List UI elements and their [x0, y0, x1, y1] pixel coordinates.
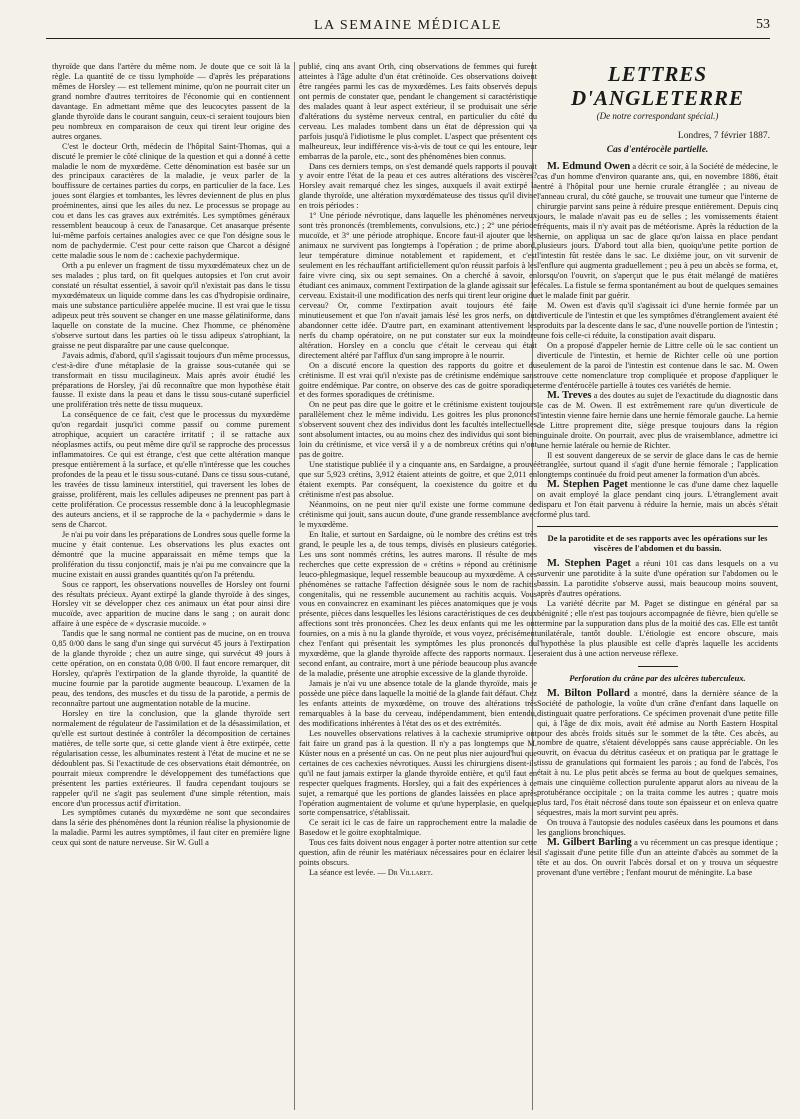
speaker-name: M. Stephen Paget: [547, 558, 631, 570]
column-1: [52, 62, 290, 848]
correspondent-note: (De notre correspondant spécial.): [596, 111, 719, 121]
paragraph-text: a vu récemment un cas presque identique ; il s'agissait d'une petite fille d'un an atteinte d'abcès au sommet de la tête et au dos. On ouvrit l'abcès dorsal et on y trouva un séquestre provenant d'une vertèbre ; l'enfant mourut de méningite. La base: [537, 838, 778, 877]
column-3: [537, 62, 778, 878]
paragraph: Tous ces faits doivent nous engager à porter notre attention sur cette question, afin de réunir les matériaux nécessaires pour en éclairer les points obscurs.: [299, 838, 537, 868]
paragraph: Ce serait ici le cas de faire un rapprochement entre la maladie de Basedow et le goitre exophtalmique.: [299, 818, 537, 838]
paragraph: Tandis que le sang normal ne contient pas de mucine, on en trouva 0,85 0/00 dans le sang d'un singe qui survécut 45 jours à l'extirpation de la glande thyroïde ; chez un autre singe, qui survécut 49 jours à cette opération, on en constata 0,08 0/00. Il faut encore remarquer, dit Horsley, qu'après l'extirpation de la glande thyroïde, la quantité de mucine fournie par la parotide augmente beaucoup. L'examen de la peau, des tendons, des muscles et du tissu de la parotide, a permis de reconnaître partout une augmentation notable de la mucine.: [52, 629, 290, 708]
paragraph: Dans ces derniers temps, on s'est demandé quels rapports il pouvait y avoir entre l'état de la peau et ces autres altérations des viscères? Horsley avait remarqué chez les singes, auxquels il avait extirpé la glande thyroïde, une altération myxœdémateuse des tissus qu'il divise en trois périodes :: [299, 161, 537, 211]
section-title: LETTRES D'ANGLETERRE: [570, 62, 745, 110]
paragraph: Sous ce rapport, les observations nouvelles de Horsley ont fourni des résultats précieux. Ayant extirpé la glande thyroïde à des singes, Horsley vit se développer chez ces animaux un état pour ainsi dire mucoïde, avec apparition de mucine dans le sang ; on aurait donc affaire à une espèce de « dyscrasie mucoïde. »: [52, 579, 290, 629]
paragraph: [537, 391, 778, 451]
paragraph: Je n'ai pu voir dans les préparations de Londres sous quelle forme la mucine y était contenue. Les observations les plus exactes ont démontré que la mucine apparaissait en même temps que la prolifération du tissu conjonctif, mais je n'ai pu me convaincre que la mucine existait en aussi grandes quantités qu'on l'a prétendu.: [52, 529, 290, 579]
paragraph: Jamais je n'ai vu une absence totale de la glande thyroïde, mais je possède une pièce dans laquelle la moitié de la glande fait défaut. Chez les enfants atteints de myxœdème, on trouve des altérations très remarquables à la base du cerveau, indépendamment, bien entendu, des modifications inhérentes à l'état des os et des extrémités.: [299, 679, 537, 728]
article-subheading: Cas d'entérocèle partielle.: [606, 144, 709, 155]
paragraph: Les symptômes cutanés du myxœdème ne sont que secondaires dans la série des phénomènes dont la réunion réalise la physionomie de la maladie. Parmi les autres symptômes, il faut citer en première ligne ceux qui sont de nature nerveuse. Sir W. Gull a: [52, 808, 290, 848]
paragraph-text: a montré, dans la dernière séance de la Société de pathologie, la voûte d'un crâne d'enfant dans laquelle on distinguait quatre perforations. Ce spécimen provenait d'une petite fille qui, à l'âge de dix mois, avait été admise au North Eastern Hospital pour des abcès froids situés sur le sommet de la tête. Ces abcès, au nombre de quatre, s'étaient développés sans cause appréciable. On les ouvrit, on évacua du détritus caséeux et on pratiqua par le grattage le tissu de granulations qui formaient les parois ; au fond de l'abcès, l'os était à nu. Le plus petit abcès se ferma au bout de quelques semaines, mais une cinquième collection purulente apparut alors au niveau de la protubérance occipitale ; on la traita comme les autres ; quatre mois plus tard, l'os était nécrosé dans toute son épaisseur et on enleva quatre séquestres, mais la mort survint peu après.: [537, 688, 778, 818]
closing-text: La séance est levée. —: [309, 868, 386, 878]
paragraph: En Italie, et surtout en Sardaigne, où le nombre des crétins est très grand, le peuple les a, de tous temps, divisés en plusieurs catégories. Les uns sont nommés crétins, les autres marons. Il résulte de mes recherches que cette expression de « crétins » répond au crétinisme leuco-phlegmasique, lequel ressemble beaucoup au myxœdème. A ces phénomènes se rattache l'affection désignée sous le nom de rachitis congenitalis, qui ne ressemble aucunement au rachitis acquis. Vous vous en convaincrez en examinant les pièces anatomiques que je vous présente, pièces dans lesquelles les lésions caractéristiques de ces deux affections sont très prononcées. Chez les deux enfants qui me les ont fournies, on a mis à nu la glande thyroïde, et vous voyez, précisément chez l'enfant qui présentait les symptômes les plus prononcés du myxœdème, que la glande thyroïde affecte des rapports normaux. Le second enfant, au contraire, mort à une période beaucoup plus avancée de la maladie, présente une atrophie excessive de la glande thyroïde.: [299, 529, 537, 679]
paragraph: [537, 689, 778, 818]
paragraph: [537, 838, 778, 878]
paragraph: Néanmoins, on ne peut nier qu'il existe une forme commune de crétinisme qui jouit, sans aucun doute, d'une grande ressemblance avec le myxœdème.: [299, 499, 537, 529]
running-header: [46, 8, 770, 39]
paragraph-text: a décrit ce soir, à la Société de médecine, le cas d'un homme d'environ quarante ans, qui, en novembre 1886, était entré à l'hôpital pour une hernie crurale étranglée ; au niveau de l'anneau crural, du côté gauche, se trouvait une tumeur que l'interne de chirurgie parvint sans peine à réduire presque entièrement. Depuis cinq jours, le malade n'avait pas eu de selles ; les vomissements étaient fréquents, mais il n'y avait pas de météorisme. Après la réduction de la hernie, on appliqua un sac de glace qu'on laissa en place pendant plusieurs jours. D'abord tout alla bien, quoiqu'une petite portion de l'intestin fût restée dans le sac. Le dixième jour, on vit survenir de l'enflure qui augmenta graduellement ; peu à peu un abcès se forma, et, lorsqu'on l'ouvrit, on s'aperçut que le pus était mélangé de matières fécales. La fistule se ferma spontanément au bout de quelques semaines et le malade finit par guérir.: [537, 161, 778, 301]
paragraph: Il est souvent dangereux de se servir de glace dans le cas de hernie étranglée, surtout quand il s'agit d'une hernie fémorale ; l'application longtemps continuée du froid peut amener la formation d'un abcès.: [537, 450, 778, 480]
section-rule: [537, 526, 778, 527]
column-divider: [294, 62, 295, 1110]
paragraph: On ne peut pas dire que le goitre et le crétinisme existent toujours parallèlement chez le même individu. Les goitres les plus prononcés s'observent souvent chez des individus dont les facultés intellectuelles sont absolument intactes, ou au moins chez des individus qui sont bien loin du crétinisme, et vice versâ il y a de nombreux crétins qui n'ont pas de goitre.: [299, 400, 537, 460]
paragraph: Horsley en tire la conclusion, que la glande thyroïde sert normalement de régulateur de l'assimilation et de la désassimilation, et qu'elle est surtout destinée à contrôler la décomposition de certaines matières, de telle sorte que, si cette glande vient à être extirpée, cette régularisation cesse, les albuminates restent à l'état de mucine et ne se dédoublent pas. Si l'exactitude de ces observations était démontrée, on pourrait mieux comprendre le développement des tuméfactions que présentent les parties extérieures. Il faudra cependant toujours se rappeler qu'il ne s'agit pas seulement d'une simple rétention, mais encore d'un processus actif d'irritation.: [52, 708, 290, 808]
paragraph: On trouva à l'autopsie des nodules caséeux dans les poumons et dans les ganglions bronchiques.: [537, 818, 778, 838]
paragraph: On a discuté encore la question des rapports du goitre et du crétinisme. Il est vrai qu'il n'existe pas de crétinisme endémique sans goitre endémique. Par contre, on observe des cas de goitre sporadique et des formes sporadiques de crétinisme.: [299, 360, 537, 400]
paragraph: La variété décrite par M. Paget se distingue en général par sa bénignité ; elle n'est pas toujours accompagnée de fièvre, bien qu'elle se termine par la suppuration dans plus de la moitié des cas. Elle est tantôt unilatérale, tantôt double. L'étiologie est encore obscure, mais l'hypothèse la plus plausible est celle d'après laquelle les accidents seraient dus à une action nerveuse réflexe.: [537, 598, 778, 658]
paragraph: M. Owen est d'avis qu'il s'agissait ici d'une hernie formée par un diverticule de l'intestin et que les symptômes d'étranglement avaient été produits par la descente dans le sac, d'une nouvelle portion de l'intestin ; une fois celle-ci réduite, la constipation avait disparu.: [537, 301, 778, 341]
paragraph: [537, 480, 778, 520]
author-signature: Dr Villaret.: [387, 868, 433, 878]
article-heading: Perforation du crâne par des ulcères tuberculeux.: [569, 672, 746, 683]
paragraph: Les nouvelles observations relatives à la cachexie strumiprive ont fait faire un grand pas à la question. Il n'y a pas longtemps que M. Küster nous en a présenté un cas. On ne peut plus nier aujourd'hui que certaines de ces cachexies névrotiques. Aussi les chirurgiens disent-ils qu'il ne faut jamais extirper la glande thyroïde entière, et qu'il faut en respecter quelques fragments. Horsley, qui a fait des expériences à ce sujet, a remarqué que les portions de glandes laissées en place après l'opération augmentaient de volume et qu'une hyperplasie, en quelque sorte compensatrice, s'établissait.: [299, 728, 537, 818]
paragraph: On a proposé d'appeler hernie de Littre celle où le sac contient un diverticule de l'intestin, et hernie de Richter celle où une portion seulement de la paroi de l'intestin est contenue dans le sac. M. Owen trouve cette nomenclature trop compliquée et propose d'appliquer le terme d'entérocèle partielle à toutes ces variétés de hernie.: [537, 341, 778, 390]
paragraph: 1° Une période névrotique, dans laquelle les phénomènes nerveux sont très prononcés (tremblements, convulsions, etc.) ; 2° une période mucoïde, et 3° une période atrophique. Encore faut-il ajouter que les animaux ne survivent pas longtemps à l'opération ; de prime abord, leur température diminue notablement et rapidement, et c'est seulement en les réchauffant artificiellement qu'on réussit parfois à les faire vivre cinq, six ou sept semaines. On a cherché à savoir, en étudiant ces animaux, comment l'extirpation de la glande agissait sur le cerveau. Existait-il une modification des nerfs qui tirent leur origine du cerveau? Or, comme l'extirpation avait toujours été faite minutieusement et que l'on n'avait jamais lésé les gros nerfs, on dut abandonner cette idée. D'autre part, en examinant attentivement les nerfs du champ opératoire, on ne put constater sur eux la moindre altération. Horsley en a conclu que c'était le cerveau qui était directement altéré par l'afflux d'un sang impropre à le nourrir.: [299, 211, 537, 360]
closing-line: [299, 868, 537, 878]
separator: [638, 666, 678, 667]
paragraph-text: mentionne le cas d'une dame chez laquelle on avait employé la glace pendant cinq jours. L'étranglement avait disparu et l'on était parvenu à réduire la hernie, mais un abcès s'était formé plus tard.: [537, 480, 778, 520]
paragraph: [537, 559, 778, 599]
speaker-name: M. Treves: [547, 389, 592, 401]
paragraph-text: a des doutes au sujet de l'exactitude du diagnostic dans le cas de M. Owen. Il est extrêmement rare qu'un diverticule de l'intestin vienne faire hernie dans une hernie fémorale gauche. La hernie de Littre proprement dite, siège presque toujours dans la région inguinale droite. On pourrait, avec plus de vraisemblance, admettre ici une hernie latérale ou hernie de Richter.: [537, 390, 779, 450]
paragraph: Une statistique publiée il y a cinquante ans, en Sardaigne, a prouvé que sur 5,923 crétins, 3,912 étaient atteints de goitre, et que 2,011 en étaient exempts. Par conséquent, la coexistence du goitre et du crétinisme n'est pas absolue.: [299, 460, 537, 499]
paragraph: J'avais admis, d'abord, qu'il s'agissait toujours d'un même processus, c'est-à-dire d'une métaplasie de la graisse sous-cutanée qui se transformait en tissu mucilagineux. Mais après avoir étudié les préparations de Horsley, j'ai dû reconnaître que mon hypothèse était fausse. Il existe dans la peau et dans le tissu sous-cutané superficiel une prolifération très nette de tissu muqueux.: [52, 350, 290, 410]
journal-title: LA SEMAINE MÉDICALE: [314, 18, 502, 33]
paragraph-text: a réuni 101 cas dans lesquels on a vu survenir une parotidite à la suite d'une opération sur l'abdomen ou le bassin. La parotidite s'observe aussi, mais beaucoup moins souvent, après d'autres opérations.: [537, 559, 778, 599]
article-heading: De la parotidite et de ses rapports avec les opérations sur les viscères de l'abdomen et du bassin.: [547, 533, 768, 554]
paragraph: La conséquence de ce fait, c'est que le processus du myxœdème qu'on regardait jusqu'ici comme passif ou comme purement atrophique, acquiert un caractère irritatif ; il se rattache aux néoplasmes actifs, ou peut même dire qu'il se rapproche des processus inflammatoires. Ce qui est étrange, c'est que cette altération manque presque entièrement à la surface, et qu'elle n'intéresse que les couches profondes de la peau et le tissu sous-cutané. Dans ce tissu sous-cutané, les travées de tissu lamineux interstitiel, qui traversent les lobes de graisse, prolifèrent, mais les cellules adipeuses ne prennent pas part à cette prolifération. Ce processus ressemble donc à la leucophlegmasie des auteurs anciens, et il se rapproche de la « pachydermie » dans le sens de Charcot.: [52, 410, 290, 529]
speaker-name: M. Bilton Pollard: [547, 687, 630, 699]
paragraph: C'est le docteur Orth, médecin de l'hôpital Saint-Thomas, qui a discuté le premier le côté clinique de la question et qui a donné à cette maladie le nom de myxœdème. Cette dénomination est basée sur un des principaux caractères de la maladie, je veux parler de la bouffissure de certaines parties du corps, en particulier de la face. Les joues sont élargies et tombantes, les lèvres deviennent de plus en plus proéminentes, ainsi que les ailes du nez. Le processus se propage au cou et dans les cas graves aux extrémités. Les symptômes généraux ressemblent beaucoup à ceux de l'anasarque. Cet anasarque présente lui-même parfois certaines analogies avec ce que l'on désigne sous le nom de pachydermie. C'est pour cette raison que Charcot a désigné cette maladie sous le nom de : cachexie pachydermique.: [52, 141, 290, 261]
paragraph: publié, cinq ans avant Orth, cinq observations de femmes qui furent atteintes à l'âge adulte d'un état crétinoïde. Ces observations doivent être rangées parmi les cas de myxœdèmes. Les faits observés depuis ont permis de constater que, pendant le changement si caractéristique des malades quant à leur aspect extérieur, il se produisait une série d'altérations du système nerveux central, en particulier du côté du cerveau. Les malades tombent dans un état de dépression qui va parfois jusqu'à l'idiotisme le plus complet. L'aspect que présentent ces malheureux, leur indifférence vis-à-vis de tout ce qui les entoure, leur embarras de la parole, etc., sont des phénomènes bien connus.: [299, 62, 537, 161]
speaker-name: M. Gilbert Barling: [547, 837, 632, 848]
speaker-name: M. Edmund Owen: [547, 160, 631, 172]
page-number: 53: [756, 17, 770, 32]
paragraph: thyroïde que dans l'artère du même nom. Je doute que ce soit là la règle. La quantité de ce tissu lymphoïde — d'après les préparations mêmes de Horsley — est tellement minime, qu'on ne pourrait citer un grand nombre d'autres territoires de l'économie qui en contiennent davantage. En admettant même que des leucocytes passent de la glande thyroïde dans le courant sanguin, ceux-ci seraient toujours bien peu nombreux en comparaison de ceux qui tirent leur origine des autres organes.: [52, 62, 290, 141]
dateline: Londres, 7 février 1887.: [677, 130, 770, 141]
column-2: [299, 62, 537, 878]
speaker-name: M. Stephen Paget: [547, 479, 628, 491]
paragraph: Orth a pu enlever un fragment de tissu myxœdémateux chez un de ses malades ; plus tard, on fit quelques autopsies et l'on crut avoir constaté un résultat essentiel, à savoir qu'il n'existait pas dans le tissu myxœdémateux un liquide comme dans les cas d'hydropisie ordinaire, mais une substance particulière appelée mucine. Il est vrai que le tissu adipeux peut très souvent se changer en une masse gélatiniforme, dans laquelle on constate de la mucine. Chez l'homme, ce phénomène s'observe surtout dans les parties où le tissu adipeux s'atrophiant, la graisse ne peut disparaître par une cause quelconque.: [52, 261, 290, 350]
paragraph: [537, 162, 778, 301]
